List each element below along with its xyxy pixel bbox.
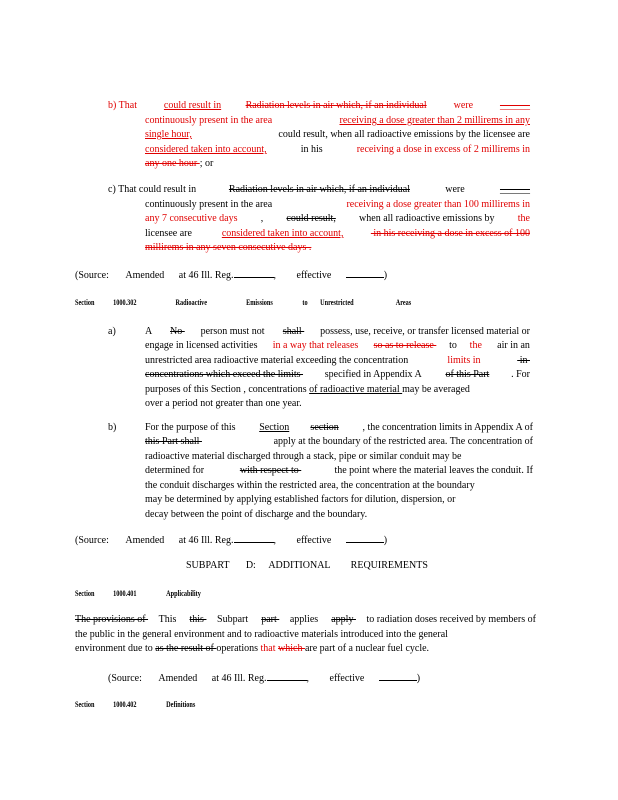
text-line	[145, 398, 302, 410]
text-run: this Part shall	[145, 436, 202, 447]
text-run: ,	[258, 213, 266, 224]
text-run: decay between the point of discharge and the boundary.	[145, 509, 368, 520]
section-label: Section	[75, 700, 95, 709]
text-run: . For	[511, 369, 530, 380]
section-402-heading	[75, 699, 195, 711]
text-run: , the concentration limits in Appendix A of	[359, 422, 533, 433]
text-run: Section	[259, 422, 290, 433]
text-run: ______	[499, 184, 530, 195]
section-number: 1000.302	[113, 298, 137, 307]
text-run: any one hour	[145, 158, 200, 169]
text-line	[145, 115, 530, 127]
text-run: could result, when all radioactive emissions by the licensee are	[275, 129, 530, 140]
effective-text: effective	[296, 270, 332, 281]
text-run: ; or	[199, 158, 214, 169]
text-run: the	[517, 213, 530, 224]
text-run: considered taken into account,	[145, 144, 267, 155]
text-line	[145, 158, 213, 170]
text-run: apply at the boundary of the restricted area. The concentration of	[273, 436, 533, 447]
text-run: specified in Appendix A	[324, 369, 424, 380]
text-run: to	[449, 340, 457, 351]
text-run: Subpart	[217, 614, 251, 625]
text-run: which	[278, 643, 305, 654]
source-note-1: (Source: Amended at 46 Ill. Reg. , effective )	[75, 270, 388, 281]
text-line	[145, 228, 530, 240]
text-run: were	[451, 100, 476, 111]
item-302b-marker: b)	[108, 422, 117, 433]
text-line	[145, 242, 311, 254]
text-run: of this Part	[445, 369, 490, 380]
text-run: Radiation levels in air which, if an individual	[245, 100, 427, 111]
item-302a-marker: a)	[108, 326, 116, 337]
text-run: of radioactive material	[309, 384, 403, 395]
text-run: the	[469, 340, 482, 351]
section-title-word: to	[302, 298, 308, 307]
section-title-word: Emissions	[246, 298, 273, 307]
section-number: 1000.401	[113, 589, 137, 598]
text-run: any 7 consecutive days	[145, 213, 238, 224]
text-run: could result,	[286, 213, 336, 224]
text-line	[145, 340, 530, 352]
text-line	[145, 384, 470, 396]
text-run: in	[517, 355, 530, 366]
text-run: concentrations which exceed the limits	[145, 369, 304, 380]
text-run: with respect to	[239, 465, 302, 476]
text-line	[145, 480, 533, 492]
text-run: operations	[216, 643, 261, 654]
text-line	[145, 436, 533, 448]
amended-text: Amended	[125, 270, 165, 281]
section-label: Section	[75, 298, 95, 307]
reg-blank	[267, 671, 307, 681]
section-title: Applicability	[166, 589, 201, 598]
text-run: may be averaged	[402, 384, 470, 395]
text-run: unrestricted area radioactive material exceeding the concentration	[145, 355, 411, 366]
text-line	[145, 213, 530, 225]
text-line	[145, 369, 530, 381]
text-line	[145, 199, 530, 211]
section-302-heading	[75, 297, 512, 309]
text-line	[108, 100, 530, 112]
reg-text: at 46 Ill. Reg.	[178, 270, 234, 281]
source-note-2: (Source: Amended at 46 Ill. Reg. , effective )	[75, 535, 388, 546]
text-run: receiving a dose greater than 2 millirems in any	[339, 115, 530, 126]
text-run: part	[261, 614, 280, 625]
text-run: when all radioactive emissions by	[356, 213, 498, 224]
text-run: considered taken into account,	[221, 228, 344, 239]
text-run: in a way that releases	[272, 340, 361, 351]
text-run: determined for	[145, 465, 207, 476]
text-run: air in an	[494, 340, 530, 351]
text-run: were	[442, 184, 468, 195]
text-line	[108, 184, 530, 196]
text-run: ______	[499, 100, 530, 111]
section-title-word: Unrestricted	[320, 298, 354, 307]
text-run: applies	[289, 614, 321, 625]
text-line	[145, 509, 367, 521]
text-run: that	[260, 643, 279, 654]
text-run: A	[145, 326, 155, 337]
text-run: the point where the material leaves the conduit. If	[334, 465, 533, 476]
text-run: shall	[282, 326, 305, 337]
section-title: Definitions	[166, 700, 196, 709]
text-run: over a period not greater than one year.	[145, 398, 302, 409]
text-run: this	[189, 614, 207, 625]
text-run: as the result of	[155, 643, 217, 654]
text-run: single hour,	[145, 129, 192, 140]
text-run: millirems in any seven consecutive days .	[145, 242, 312, 253]
text-run: engage in licensed activities	[145, 340, 260, 351]
section-number: 1000.402	[113, 700, 137, 709]
text-run: may be determined by applying established factors for dilution, dispersion, or	[145, 494, 456, 505]
text-run: possess, use, receive, or transfer licensed material or	[320, 326, 530, 337]
text-line	[145, 326, 530, 338]
source-note-3: (Source: Amended at 46 Ill. Reg. , effective )	[108, 673, 421, 684]
effective-blank	[379, 671, 417, 681]
text-run: limits in	[447, 355, 481, 366]
source-label: (Source:	[75, 270, 109, 281]
section-title-word: Areas	[395, 298, 412, 307]
text-run: receiving a dose in excess of 2 millirems in	[356, 144, 530, 155]
text-run: are part of a nuclear fuel cycle.	[304, 643, 430, 654]
text-run: Radiation levels in air which, if an individual	[228, 184, 410, 195]
text-line	[145, 465, 533, 477]
text-run: purposes of this Section , concentrations	[145, 384, 310, 395]
effective-blank	[346, 533, 384, 543]
text-run: person must not	[200, 326, 267, 337]
text-line	[75, 614, 536, 626]
effective-blank	[346, 268, 384, 278]
text-run: in his	[298, 144, 326, 155]
subpart-heading: SUBPART D: ADDITIONAL REQUIREMENTS	[186, 560, 428, 571]
text-run: radioactive material discharged through a stack, pipe or similar conduit may be	[145, 451, 462, 462]
text-run: This	[158, 614, 179, 625]
text-run: environment due to	[75, 643, 156, 654]
text-run: to radiation doses received by members of	[366, 614, 536, 625]
text-line	[145, 422, 533, 434]
text-run: For the purpose of this	[145, 422, 239, 433]
text-run: continuously present in the area	[145, 199, 275, 210]
text-run: No	[170, 326, 185, 337]
text-run: in his receiving a dose in excess of 100	[370, 228, 530, 239]
text-line	[145, 129, 530, 141]
text-run: b) That	[108, 100, 140, 111]
text-line	[145, 144, 530, 156]
text-line	[75, 643, 429, 655]
text-run: the public in the general environment and to radioactive materials introduced into the general	[75, 629, 448, 640]
text-line	[145, 355, 530, 367]
section-401-heading	[75, 588, 201, 600]
text-run: section	[310, 422, 339, 433]
section-title-word: Radioactive	[175, 298, 208, 307]
text-run: the conduit discharges within the restricted area, the concentration at the boundary	[145, 480, 475, 491]
text-run: so as to release	[373, 340, 437, 351]
text-run: c) That could result in	[108, 184, 197, 195]
section-label: Section	[75, 589, 95, 598]
text-run: The provisions of	[75, 614, 149, 625]
reg-blank	[234, 533, 274, 543]
text-run: apply	[331, 614, 356, 625]
text-line	[145, 494, 517, 506]
text-run: continuously present in the area	[145, 115, 275, 126]
text-line	[145, 451, 533, 463]
reg-blank	[234, 268, 274, 278]
text-line	[75, 629, 518, 641]
text-run: licensee are	[145, 228, 195, 239]
text-run: could result in	[163, 100, 222, 111]
text-run: receiving a dose greater than 100 millirems in	[346, 199, 530, 210]
